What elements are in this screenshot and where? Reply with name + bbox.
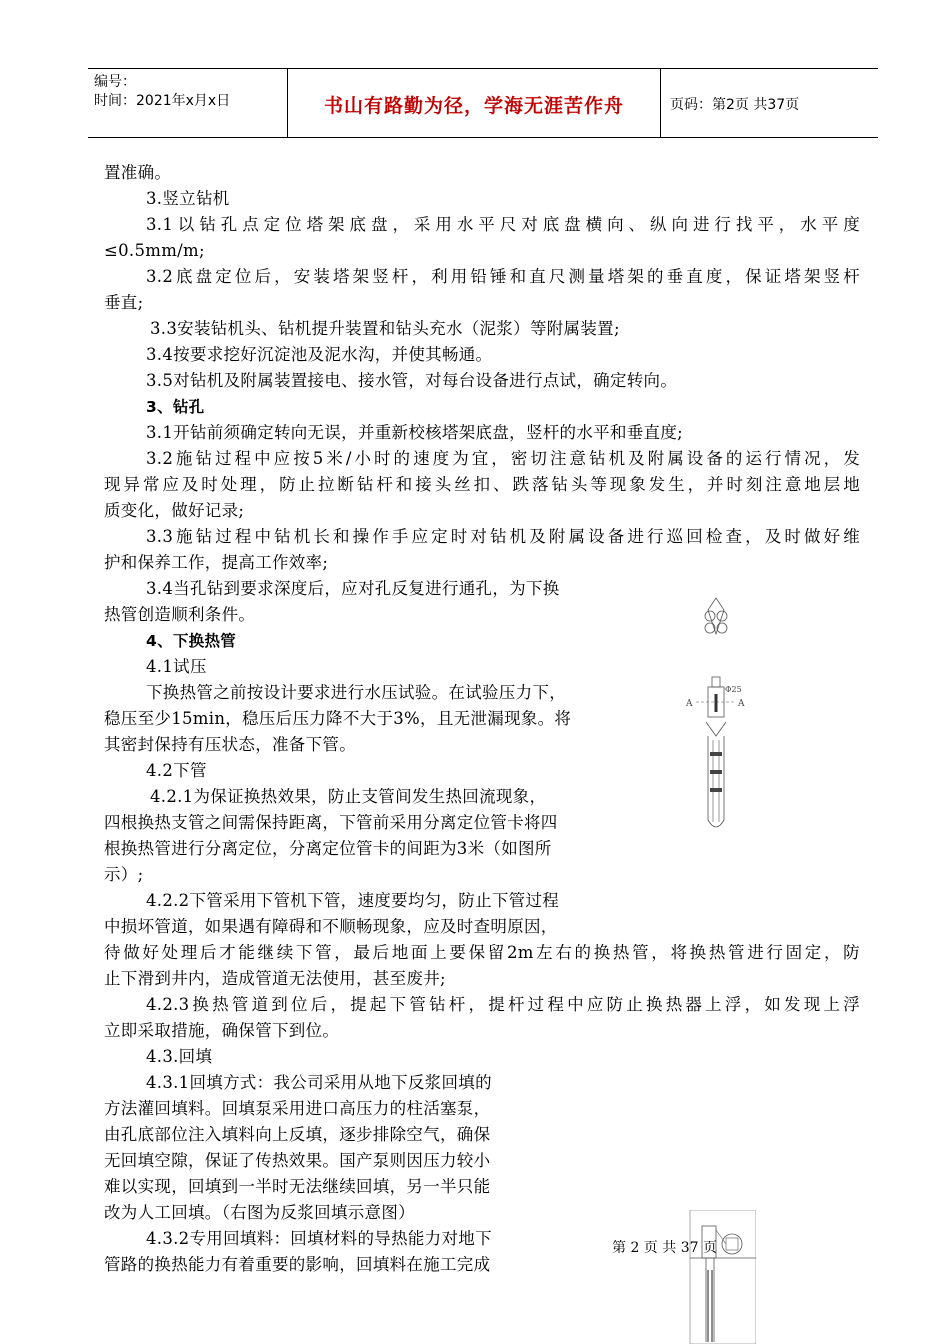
section-label-right: A (738, 699, 745, 709)
section-label-left: A (686, 699, 693, 709)
body-line: 质变化，做好记录; (104, 501, 245, 520)
body-line: 垂直; (104, 293, 144, 312)
subsection-heading: 4.3.回填 (146, 1047, 213, 1066)
body-line: 3.1开钻前须确定转向无误，并重新校核塔架底盘，竖杆的水平和垂直度; (146, 423, 683, 442)
body-line: 3.2底盘定位后，安装塔架竖杆，利用铅锤和直尺测量塔架的垂直度，保证塔架竖杆 (146, 267, 860, 286)
header-motto: 书山有路勤为径，学海无涯苦作舟 (323, 95, 624, 117)
body-line: 3.4当孔钻到要求深度后，应对孔反复进行通孔，为下换 (146, 579, 560, 598)
body-line: 方法灌回填料。回填泵采用进口高压力的柱活塞泵， (104, 1099, 491, 1118)
doc-date-label: 时间：2021年x月x日 (94, 93, 231, 109)
body-line: 3.3安装钻机头、钻机提升装置和钻头充水（泥浆）等附属装置; (150, 319, 620, 338)
section-heading: 3.竖立钻机 (146, 189, 230, 208)
body-line: 中损坏管道，如果遇有障碍和不顺畅现象，应及时查明原因， (104, 917, 558, 936)
body-line: 示）; (104, 865, 144, 884)
body-line: 难以实现，回填到一半时无法继续回填，另一半只能 (104, 1177, 491, 1196)
body-line: 下换热管之前按设计要求进行水压试验。在试验压力下， (146, 683, 566, 702)
body-line: 4.2.3换热管道到位后，提起下管钻杆，提杆过程中应防止换热器上浮，如发现上浮 (146, 995, 860, 1014)
header-page-number: 页码：第2页 共37页 (670, 97, 800, 113)
subsection-heading: 4.1试压 (146, 657, 207, 676)
body-line: 4.2.2下管采用下管机下管，速度要均匀，防止下管过程 (146, 891, 560, 910)
body-line: 由孔底部位注入填料向上反填，逐步排除空气，确保 (104, 1125, 491, 1144)
backfill-grouting-diagram (686, 1210, 756, 1344)
body-line: 止下滑到井内，造成管道无法使用，甚至废井; (104, 969, 446, 988)
body-line: 热管创造顺利条件。 (104, 605, 256, 624)
body-line: 稳压至少15min，稳压后压力降不大于3%，且无泄漏现象。将 (104, 709, 572, 728)
body-line: 无回填空隙，保证了传热效果。国产泵则因压力较小 (104, 1151, 491, 1170)
body-line: 3.1以钻孔点定位塔架底盘，采用水平尺对底盘横向、纵向进行找平，水平度 (146, 215, 860, 234)
header-meta (94, 73, 230, 111)
subsection-heading: 4.2下管 (146, 761, 207, 780)
body-line: 护和保养工作，提高工作效率; (104, 553, 329, 572)
body-line: 4.3.2专用回填料：回填材料的导热能力对地下 (146, 1229, 492, 1248)
body-line: 3.5对钻机及附属装置接电、接水管，对每台设备进行点试，确定转向。 (146, 371, 678, 390)
body-line: 3.4按要求挖好沉淀池及泥水沟，并使其畅通。 (146, 345, 493, 364)
body-line: 3.2施钻过程中应按5米/小时的速度为宜，密切注意钻机及附属设备的运行情况，发 (146, 449, 860, 468)
body-line: 立即采取措施，确保管下到位。 (104, 1021, 340, 1040)
body-line: 管路的换热能力有着重要的影响，回填料在施工完成 (104, 1255, 491, 1274)
page-header (88, 68, 878, 138)
body-line: 置准确。 (104, 163, 172, 182)
header-divider (660, 69, 661, 137)
body-line: 四根换热支管之间需保持距离，下管前采用分离定位管卡将四 (104, 813, 558, 832)
figure-dim-label: Φ25 (725, 685, 742, 694)
body-line: 待做好处理后才能继续下管，最后地面上要保留2m左右的换热管，将换热管进行固定，防 (104, 943, 860, 962)
body-line: 改为人工回填。（右图为反浆回填示意图） (104, 1203, 415, 1222)
body-line: 3.3施钻过程中钻机长和操作手应定时对钻机及附属设备进行巡回检查，及时做好维 (146, 527, 860, 546)
section-heading: 3、钻孔 (146, 398, 205, 416)
body-line: 其密封保持有压状态，准备下管。 (104, 735, 356, 754)
body-line: 根换热管进行分离定位，分离定位管卡的间距为3米（如图所 (104, 839, 552, 858)
body-line: 4.3.1回填方式：我公司采用从地下反浆回填的 (146, 1073, 492, 1092)
body-line: 现异常应及时处理，防止拉断钻杆和接头丝扣、跌落钻头等现象发生，并时刻注意地层地 (104, 475, 860, 494)
body-line: ≤0.5mm/m; (104, 241, 205, 260)
doc-number-label: 编号： (94, 74, 136, 90)
pipe-spacer-diagram (676, 594, 756, 834)
section-heading: 4、下换热管 (146, 632, 237, 650)
body-line: 4.2.1为保证换热效果，防止支管间发生热回流现象， (150, 787, 547, 806)
page-footer: 第 2 页 共 37 页 (612, 1240, 717, 1256)
